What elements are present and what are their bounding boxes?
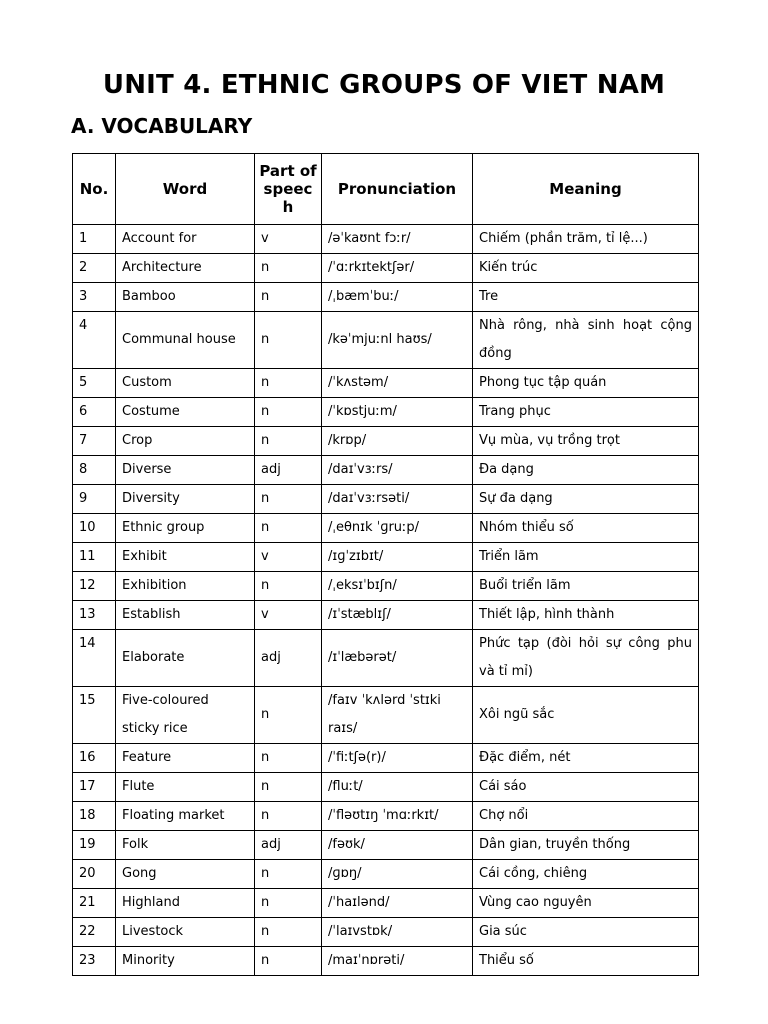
row-word: Flute	[116, 773, 255, 802]
header-word: Word	[116, 154, 255, 225]
table-header-row	[73, 154, 699, 225]
header-no: No.	[73, 154, 116, 225]
row-meaning: Vùng cao nguyên	[473, 889, 699, 918]
row-meaning: Cái sáo	[473, 773, 699, 802]
row-word: Elaborate	[116, 630, 255, 687]
row-meaning: Trang phục	[473, 398, 699, 427]
row-meaning: Nhóm thiểu số	[473, 514, 699, 543]
table-row	[73, 225, 699, 254]
row-number: 19	[73, 831, 116, 860]
row-pronunciation: /krɒp/	[322, 427, 473, 456]
row-word: Costume	[116, 398, 255, 427]
row-word: Exhibit	[116, 543, 255, 572]
row-part-of-speech: n	[255, 283, 322, 312]
row-meaning: Đặc điểm, nét	[473, 744, 699, 773]
table-row	[73, 687, 699, 744]
table-row	[73, 773, 699, 802]
row-part-of-speech: n	[255, 889, 322, 918]
row-part-of-speech: n	[255, 254, 322, 283]
row-part-of-speech: v	[255, 601, 322, 630]
row-meaning: Cái cồng, chiêng	[473, 860, 699, 889]
row-part-of-speech: v	[255, 225, 322, 254]
table-row	[73, 802, 699, 831]
row-number: 9	[73, 485, 116, 514]
row-word: Establish	[116, 601, 255, 630]
table-row	[73, 369, 699, 398]
row-number: 5	[73, 369, 116, 398]
row-pronunciation: /ɡɒŋ/	[322, 860, 473, 889]
table-row	[73, 485, 699, 514]
table-row	[73, 918, 699, 947]
table-row	[73, 456, 699, 485]
row-meaning: Chiếm (phần trăm, tỉ lệ...)	[473, 225, 699, 254]
header-meaning: Meaning	[473, 154, 699, 225]
row-word: Exhibition	[116, 572, 255, 601]
row-word: Diverse	[116, 456, 255, 485]
row-meaning: Thiết lập, hình thành	[473, 601, 699, 630]
row-pronunciation: /daɪˈvɜːrsəti/	[322, 485, 473, 514]
row-number: 20	[73, 860, 116, 889]
row-word: Livestock	[116, 918, 255, 947]
row-word: Diversity	[116, 485, 255, 514]
table-row	[73, 601, 699, 630]
row-part-of-speech: n	[255, 918, 322, 947]
row-number: 10	[73, 514, 116, 543]
table-row	[73, 831, 699, 860]
row-number: 6	[73, 398, 116, 427]
row-number: 12	[73, 572, 116, 601]
row-part-of-speech: n	[255, 398, 322, 427]
row-number: 23	[73, 947, 116, 976]
header-pronunciation: Pronunciation	[322, 154, 473, 225]
row-pronunciation: /ˌbæmˈbuː/	[322, 283, 473, 312]
row-word: Floating market	[116, 802, 255, 831]
row-number: 21	[73, 889, 116, 918]
table-row	[73, 630, 699, 687]
header-part-of-speech: Part of speec h	[255, 154, 322, 225]
vocabulary-table	[72, 153, 699, 976]
row-meaning: Phong tục tập quán	[473, 369, 699, 398]
row-part-of-speech: n	[255, 312, 322, 369]
row-number: 18	[73, 802, 116, 831]
table-row	[73, 947, 699, 976]
row-word: Architecture	[116, 254, 255, 283]
row-part-of-speech: n	[255, 860, 322, 889]
row-pronunciation: /əˈkaʊnt fɔːr/	[322, 225, 473, 254]
row-number: 16	[73, 744, 116, 773]
row-meaning: Gia súc	[473, 918, 699, 947]
row-pronunciation: /ˌeksɪˈbɪʃn/	[322, 572, 473, 601]
row-number: 2	[73, 254, 116, 283]
row-pronunciation: /ˈfiːtʃə(r)/	[322, 744, 473, 773]
row-number: 1	[73, 225, 116, 254]
table-row	[73, 283, 699, 312]
row-part-of-speech: n	[255, 802, 322, 831]
row-pronunciation: /ˌeθnɪk ˈɡruːp/	[322, 514, 473, 543]
row-word: Minority	[116, 947, 255, 976]
row-number: 4	[73, 312, 116, 369]
row-meaning: Triển lãm	[473, 543, 699, 572]
row-pronunciation: /fəʊk/	[322, 831, 473, 860]
row-word: Bamboo	[116, 283, 255, 312]
table-row	[73, 543, 699, 572]
row-number: 22	[73, 918, 116, 947]
row-meaning: Vụ mùa, vụ trồng trọt	[473, 427, 699, 456]
row-number: 17	[73, 773, 116, 802]
row-pronunciation: /daɪˈvɜːrs/	[322, 456, 473, 485]
row-part-of-speech: v	[255, 543, 322, 572]
row-pronunciation: /ˈfləʊtɪŋ ˈmɑːrkɪt/	[322, 802, 473, 831]
table-body	[73, 225, 699, 976]
row-word: Gong	[116, 860, 255, 889]
row-word: Folk	[116, 831, 255, 860]
row-part-of-speech: n	[255, 572, 322, 601]
row-number: 3	[73, 283, 116, 312]
row-meaning: Phức tạp (đòi hỏi sự công phu và tỉ mỉ)	[473, 630, 699, 687]
table-row	[73, 427, 699, 456]
section-heading: A. VOCABULARY	[71, 114, 253, 138]
row-meaning: Đa dạng	[473, 456, 699, 485]
row-part-of-speech: n	[255, 514, 322, 543]
row-part-of-speech: adj	[255, 456, 322, 485]
row-part-of-speech: n	[255, 744, 322, 773]
row-pronunciation: /ˈɑːrkɪtektʃər/	[322, 254, 473, 283]
row-number: 14	[73, 630, 116, 687]
table-row	[73, 254, 699, 283]
table-row	[73, 889, 699, 918]
table-row	[73, 744, 699, 773]
row-number: 15	[73, 687, 116, 744]
row-number: 11	[73, 543, 116, 572]
row-word: Highland	[116, 889, 255, 918]
row-pronunciation: /ˈlaɪvstɒk/	[322, 918, 473, 947]
row-pronunciation: /maɪˈnɒrəti/	[322, 947, 473, 976]
table-row	[73, 312, 699, 369]
row-number: 8	[73, 456, 116, 485]
row-part-of-speech: adj	[255, 831, 322, 860]
row-pronunciation: /faɪv ˈkʌlərd ˈstɪki raɪs/	[322, 687, 473, 744]
row-word: Communal house	[116, 312, 255, 369]
row-meaning: Buổi triển lãm	[473, 572, 699, 601]
row-pronunciation: /ɪˈstæblɪʃ/	[322, 601, 473, 630]
row-word: Crop	[116, 427, 255, 456]
row-part-of-speech: adj	[255, 630, 322, 687]
row-meaning: Dân gian, truyền thống	[473, 831, 699, 860]
row-pronunciation: /ˈkʌstəm/	[322, 369, 473, 398]
row-meaning: Sự đa dạng	[473, 485, 699, 514]
row-pronunciation: /fluːt/	[322, 773, 473, 802]
row-pronunciation: /ɪɡˈzɪbɪt/	[322, 543, 473, 572]
row-pronunciation: /ˈkɒstjuːm/	[322, 398, 473, 427]
row-word: Custom	[116, 369, 255, 398]
row-meaning: Chợ nổi	[473, 802, 699, 831]
document-title: UNIT 4. ETHNIC GROUPS OF VIET NAM	[102, 70, 666, 100]
row-part-of-speech: n	[255, 773, 322, 802]
row-pronunciation: /kəˈmjuːnl haʊs/	[322, 312, 473, 369]
row-part-of-speech: n	[255, 947, 322, 976]
table-row	[73, 860, 699, 889]
row-meaning: Xôi ngũ sắc	[473, 687, 699, 744]
row-number: 13	[73, 601, 116, 630]
row-word: Five-coloured sticky rice	[116, 687, 255, 744]
table-row	[73, 398, 699, 427]
row-word: Account for	[116, 225, 255, 254]
row-meaning: Kiến trúc	[473, 254, 699, 283]
row-part-of-speech: n	[255, 485, 322, 514]
row-word: Feature	[116, 744, 255, 773]
row-meaning: Thiểu số	[473, 947, 699, 976]
table-row	[73, 572, 699, 601]
row-number: 7	[73, 427, 116, 456]
row-pronunciation: /ˈhaɪlənd/	[322, 889, 473, 918]
table-row	[73, 514, 699, 543]
row-part-of-speech: n	[255, 427, 322, 456]
row-word: Ethnic group	[116, 514, 255, 543]
row-part-of-speech: n	[255, 687, 322, 744]
row-part-of-speech: n	[255, 369, 322, 398]
row-meaning: Nhà rông, nhà sinh hoạt cộng đồng	[473, 312, 699, 369]
row-pronunciation: /ɪˈlæbərət/	[322, 630, 473, 687]
row-meaning: Tre	[473, 283, 699, 312]
